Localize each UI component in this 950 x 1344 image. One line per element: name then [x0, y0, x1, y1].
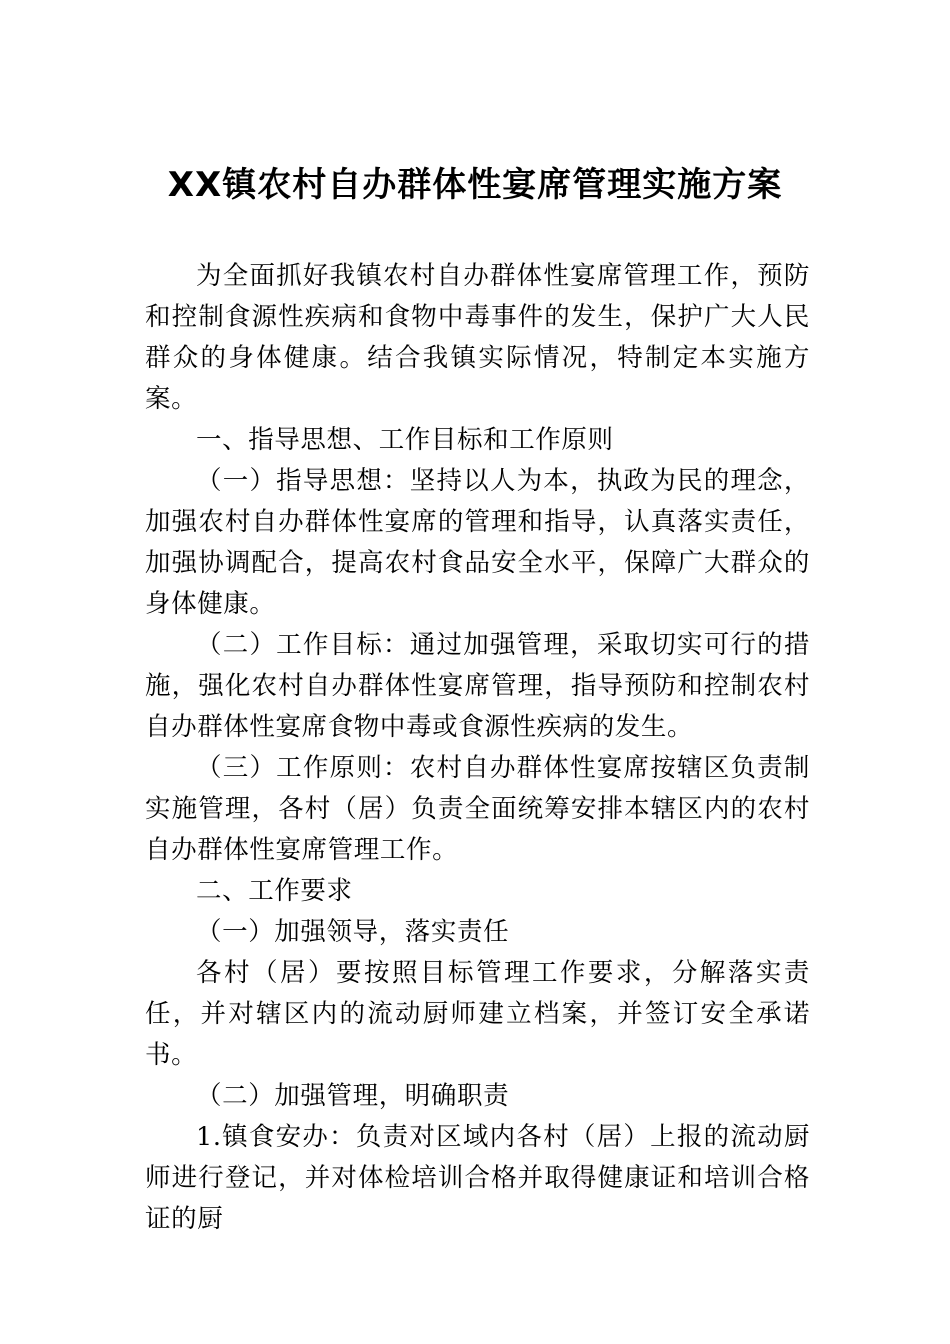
document-body — [145, 256, 810, 1240]
subheading-leadership: （一）加强领导，落实责任 — [196, 917, 510, 947]
subheading-management: （二）加强管理，明确职责 — [196, 1081, 510, 1111]
leadership-paragraph: 各村（居）要按照目标管理工作要求，分解落实责任，并对辖区内的流动厨师建立档案，并签订安全承诺书。 — [145, 958, 810, 1070]
food-safety-office-paragraph: 1.镇食安办：负责对区域内各村（居）上报的流动厨师进行登记，并对体检培训合格并取得健康证和培训合格证的厨 — [145, 1122, 810, 1234]
intro-paragraph: 为全面抓好我镇农村自办群体性宴席管理工作，预防和控制食源性疾病和食物中毒事件的发生，保护广大人民群众的身体健康。结合我镇实际情况，特制定本实施方案。 — [145, 261, 810, 414]
work-principle-paragraph: （三）工作原则：农村自办群体性宴席按辖区负责制实施管理，各村（居）负责全面统筹安排本辖区内的农村自办群体性宴席管理工作。 — [145, 753, 810, 865]
guiding-ideology-paragraph: （一）指导思想：坚持以人为本，执政为民的理念，加强农村自办群体性宴席的管理和指导，认真落实责任，加强协调配合，提高农村食品安全水平，保障广大群众的身体健康。 — [145, 466, 810, 619]
section-heading-2: 二、工作要求 — [196, 876, 353, 906]
work-goal-paragraph: （二）工作目标：通过加强管理，采取切实可行的措施，强化农村自办群体性宴席管理，指导预防和控制农村自办群体性宴席食物中毒或食源性疾病的发生。 — [145, 630, 810, 742]
section-heading-1: 一、指导思想、工作目标和工作原则 — [196, 425, 614, 455]
document-title: XX镇农村自办群体性宴席管理实施方案 — [167, 165, 783, 205]
